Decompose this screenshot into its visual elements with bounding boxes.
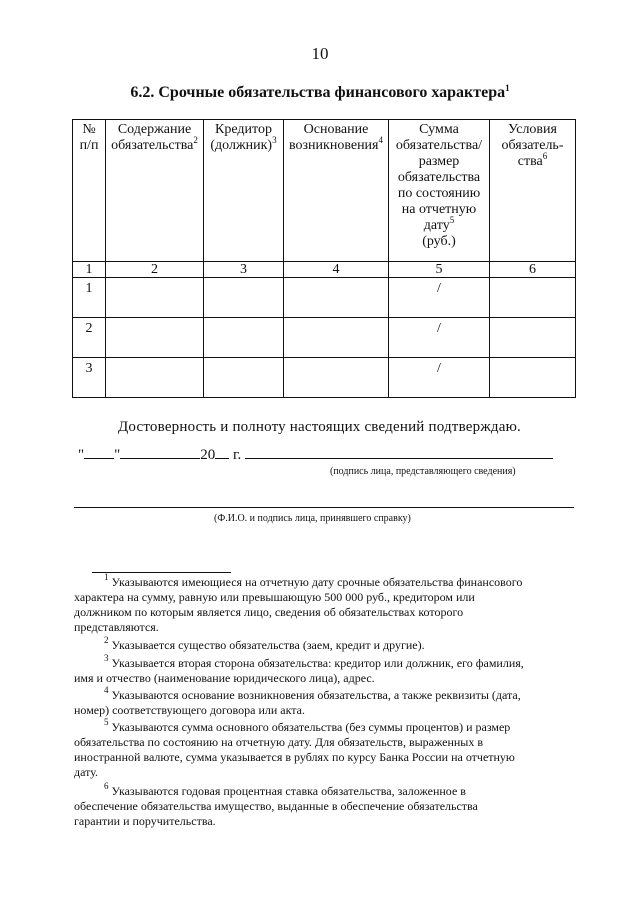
footnote-6: $^6$ Указываются годовая процентная ставка обязательства, заложенное в обеспечение обязательства имущество, выданные в обеспечение обязательства гарантии и поручительства.: [74, 781, 478, 828]
creditor-cell[interactable]: [204, 278, 284, 318]
signature-caption: (подпись лица, представляющего сведения): [330, 466, 516, 477]
row-index: 2: [73, 318, 106, 358]
header-row: [73, 120, 576, 262]
header-basis: Основание возникновения$^4$: [284, 120, 389, 262]
content-cell[interactable]: [106, 318, 204, 358]
footnote-separator: [92, 572, 231, 573]
column-number-row: [73, 262, 576, 278]
footnote-4: $^4$ Указываются основание возникновения обязательства, а также реквизиты (дата, номер) соответствующего договора или акта.: [74, 685, 521, 717]
quote-open: ": [78, 447, 85, 463]
header-content: Содержание обязательства$^2$: [106, 120, 204, 262]
receiver-caption: (Ф.И.О. и подпись лица, принявшего справку): [214, 513, 411, 524]
row-index: 3: [73, 358, 106, 398]
page-number: 10: [311, 44, 329, 63]
content-cell[interactable]: [106, 358, 204, 398]
conditions-cell[interactable]: [490, 358, 576, 398]
basis-cell[interactable]: [284, 358, 389, 398]
footnote-1: $^1$ Указываются имеющиеся на отчетную дату срочные обязательства финансового характера на сумму, равную или превышающую 500 000 руб., кредитором или должником по которым является лицо, сведения об обязательствах которого представляются.: [74, 572, 523, 634]
date-signature-line: [78, 445, 553, 464]
year-suffix: г.: [233, 447, 242, 463]
conditions-cell[interactable]: [490, 278, 576, 318]
basis-cell[interactable]: [284, 318, 389, 358]
table-row: [73, 318, 576, 358]
footnote-5: $^5$ Указываются сумма основного обязательства (без суммы процентов) и размер обязательства по состоянию на отчетную дату. Для обязательств, выраженных в иностранной валюте, сумма указывается в рублях по курсу Банка России на отчетную дату.: [74, 717, 515, 779]
signature-field[interactable]: [245, 445, 553, 459]
day-field[interactable]: [84, 445, 114, 459]
section-title-text: 6.2. Срочные обязательства финансового характера: [130, 84, 506, 101]
quote-close: ": [114, 447, 121, 463]
conditions-cell[interactable]: [490, 318, 576, 358]
year-prefix: 20: [200, 447, 216, 463]
table-row: [73, 278, 576, 318]
header-conditions: Условия обязатель- ства$^6$: [490, 120, 576, 262]
confirmation-text: Достоверность и полноту настоящих сведений подтверждаю.: [118, 419, 521, 435]
section-title: [0, 84, 640, 102]
amount-cell[interactable]: /: [389, 318, 490, 358]
column-number: 4: [284, 262, 389, 278]
amount-cell[interactable]: /: [389, 278, 490, 318]
month-field[interactable]: [120, 445, 200, 459]
header-amount: Сумма обязательства/ размер обязательства по состоянию на отчетную дату$^5$ (руб.): [389, 120, 490, 262]
header-number: № п/п: [73, 120, 106, 262]
receiver-signature-field[interactable]: [74, 507, 574, 508]
header-creditor: Кредитор (должник)$^3$: [204, 120, 284, 262]
column-number: 3: [204, 262, 284, 278]
creditor-cell[interactable]: [204, 318, 284, 358]
amount-cell[interactable]: /: [389, 358, 490, 398]
section-title-footnote-ref: 1: [505, 83, 510, 93]
column-number: 2: [106, 262, 204, 278]
row-index: 1: [73, 278, 106, 318]
column-number: 5: [389, 262, 490, 278]
column-number: 1: [73, 262, 106, 278]
column-number: 6: [490, 262, 576, 278]
footnote-3: $^3$ Указывается вторая сторона обязательства: кредитор или должник, его фамилия, имя и отчество (наименование юридического лица), адрес.: [74, 653, 524, 685]
creditor-cell[interactable]: [204, 358, 284, 398]
content-cell[interactable]: [106, 278, 204, 318]
basis-cell[interactable]: [284, 278, 389, 318]
year-field[interactable]: [215, 445, 229, 459]
table-row: [73, 358, 576, 398]
footnote-2: $^2$ Указывается существо обязательства (заем, кредит и другие).: [104, 635, 425, 652]
obligations-table: [72, 119, 576, 398]
